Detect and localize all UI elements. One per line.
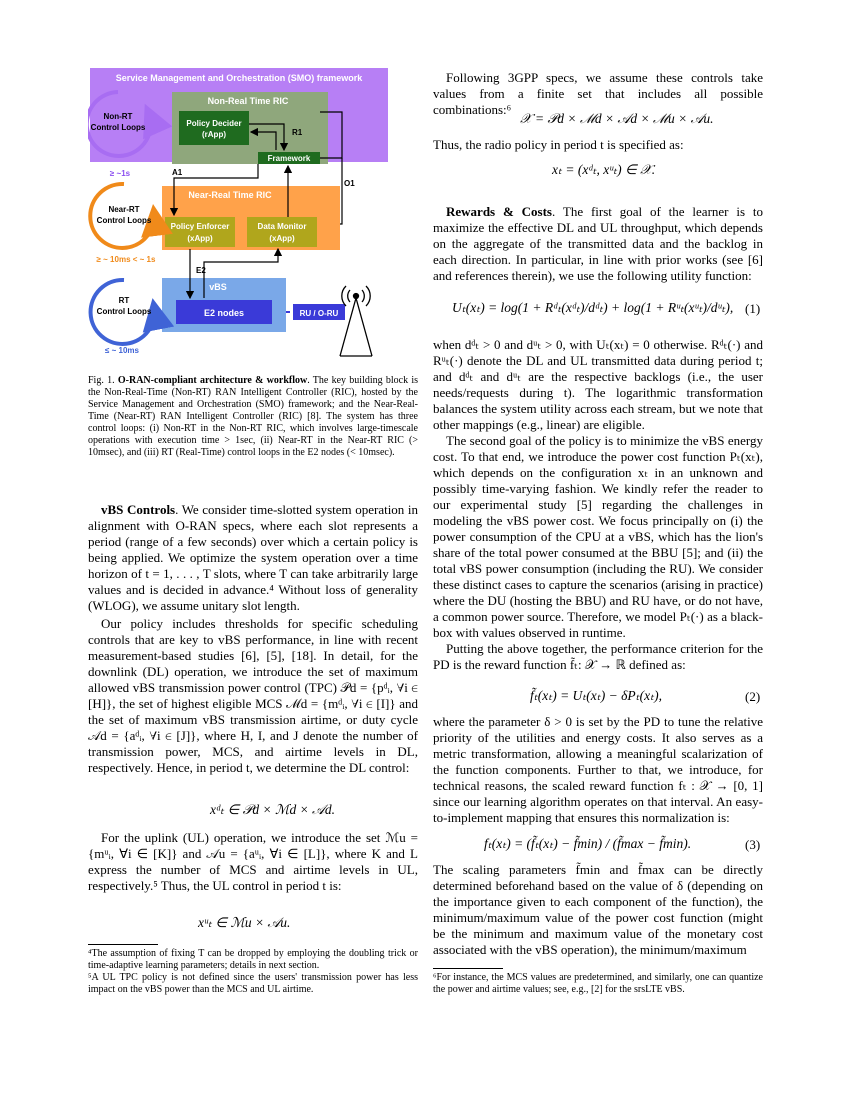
svg-text:Control Loops: Control Loops [96,307,152,316]
equation-1-utility: Uₜ(xₜ) = log(1 + Rᵈₜ(xᵈₜ)/dᵈₜ) + log(1 + Rᵘₜ(xᵘₜ)/dᵘₜ), [452,300,734,315]
nearrt-loops-label: Near-RT [108,205,140,214]
paragraph-scaled-reward: where the parameter δ > 0 is set by the PD to tune the relative priority of the utilities and energy costs. It also serves as a metric transformation, allowing a meaningful scalarization of the function components. Further to that, we introduce, for technical reasons, the scaled reward function fₜ : 𝒳 → [0, 1] since our learning algorithm operates on that interval. An easy-to-implement mapping that ensures this normalization is: [433,714,763,825]
smo-title: Service Management and Orchestration (SMO) framework [115,73,363,83]
rt-loops-label: RT [118,296,130,305]
equation-2-number: (2) [745,689,761,704]
policy-decider-label: Policy Decider [186,119,242,128]
rt-time-label: ≤ ~ 10ms [105,346,139,355]
paragraph-vbs-controls: vBS Controls. We consider time-slotted system operation in alignment with O-RAN specs, where each slot represents a period (range of a few seconds) over which a certain policy is being applied. We optimize the system operation over a time horizon of t = 1, . . . , T slots, where T can take arbitrarily large values and is decided in advance.⁴ Without loss of generality (WLOG), we assume unitary slot length. [88,502,418,613]
footnote-rule-right [433,968,503,969]
antenna-tower-icon [340,286,372,356]
vbs-title: vBS [209,282,227,292]
svg-text:(rApp): (rApp) [202,130,226,139]
svg-text:(xApp): (xApp) [187,234,213,243]
paragraph-rewards: Rewards & Costs. The first goal of the learner is to maximize the effective DL and UL throughput, which depends on the aggregate of the transmitted data and the backlog in each direction. In particular, in line with prior works (see [6] and references therein), we use the following utility function: [433,204,763,283]
r1-label: R1 [292,128,303,137]
nearrt-ric-title: Near-Real Time RIC [188,190,272,200]
equation-3-number: (3) [745,837,761,852]
architecture-figure [88,66,418,362]
footnote-4: ⁴The assumption of fixing T can be dropped by employing the doubling trick or time-adaptive learning parameters; details in next section. [88,948,418,971]
equation-1-number: (1) [745,301,761,316]
equation-radio-policy: xₜ = (xᵈₜ, xᵘₜ) ∈ 𝒳. [552,162,656,177]
o1-label: O1 [344,179,355,188]
nonrt-loops-label: Non-RT [103,112,133,121]
nonrt-ric-title: Non-Real Time RIC [207,96,289,106]
paragraph-utility-def: when dᵈₜ > 0 and dᵘₜ > 0, with Uₜ(xₜ) = 0 otherwise. Rᵈₜ(·) and Rᵘₜ(·) denote the DL and UL transmitted data during period t; and dᵈₜ and dᵘₜ are the respective backlogs (i.e., the user needs/requests during t). The logarithmic transformation balances the system utility across each stream, but we note that other mappings (e.g., linear) are eligible. [433,337,763,432]
nonrt-time-label: ≥ ~1s [109,169,131,178]
policy-enforcer-label: Policy Enforcer [170,222,230,231]
equation-3-scaled: fₜ(xₜ) = (f̃ₜ(xₜ) − f̃min) / (f̃max − f̃min). [484,836,692,851]
equation-action-set: 𝒳 = 𝒫d × ℳd × 𝒜d × ℳu × 𝒜u. [520,111,714,126]
paragraph-reward-function: Putting the above together, the performance criterion for the PD is the reward function f̃ₜ: 𝒳 → ℝ defined as: [433,641,763,672]
paragraph-policy: Our policy includes thresholds for specific scheduling controls that are key to vBS performance, in line with recent measurement-based studies [6], [5], [18]. In detail, for the downlink (DL) operation, we introduce the set of maximum allowed vBS transmission power control (TPC) 𝒫d = {pᵈᵢ, ∀i ∈ [H]}, the set of highest eligible MCS ℳd = {mᵈᵢ, ∀i ∈ [I]} and the set of maximum vBS transmission airtime, or duty cycle 𝒜d = {aᵈᵢ, ∀i ∈ [J]}, where H, I, and J denote the number of transmission power, MCS, and airtime levels in DL, respectively. Hence, in period t, we determine the DL control: [88,616,418,775]
policy-decider-box [179,111,249,145]
paragraph-uplink: For the uplink (UL) operation, we introduce the set ℳu = {mᵘᵢ, ∀i ∈ [K]} and 𝒜u = {aᵘᵢ, ∀i ∈ [L]}, where K and L express the number of MCS and airtime levels in UL, respectively.⁵ Thus, the UL control in period t is: [88,830,418,893]
e2-label: E2 [196,266,206,275]
footnote-rule [88,944,158,945]
nearrt-time-label: ≥ ~ 10ms < ~ 1s [96,255,156,264]
equation-dl-control: xᵈₜ ∈ 𝒫d × ℳd × 𝒜d. [210,802,335,817]
equation-ul-control: xᵘₜ ∈ ℳu × 𝒜u. [198,915,291,930]
footnote-6: ⁶For instance, the MCS values are predetermined, and similarly, one can quantize the power and airtime values; see, e.g., [2] for the srsLTE vBS. [433,972,763,995]
left-footnotes [88,948,418,996]
paragraph-scaling-params: The scaling parameters f̃min and f̃max can be directly determined beforehand based on the value of δ (depending on the importance given to each component of the function), the minimum/maximum value of the power cost function (might be the minimum and maximum value of the monetary cost associated with the vBS operation), the minimum/maximum [433,862,763,957]
svg-text:(xApp): (xApp) [269,234,295,243]
framework-label: Framework [267,154,311,163]
svg-text:Control Loops: Control Loops [96,216,152,225]
left-column-text [88,502,418,776]
svg-text:Control Loops: Control Loops [90,123,146,132]
paragraph-3gpp: Following 3GPP specs, we assume these controls take values from a finite set that includes all possible combinations:⁶ [433,70,763,117]
e2-nodes-label: E2 nodes [203,308,245,318]
ru-label: RU / O-RU [299,309,339,318]
data-monitor-label: Data Monitor [257,222,307,231]
paragraph-power-cost: The second goal of the policy is to minimize the vBS energy cost. To that end, we introduce the power cost function Pₜ(xₜ), which depends on the configuration xₜ in an unknown and possibly time-varying fashion. We kindly refer the reader to our experimental study [5] regarding the challenges in modeling the vBS power cost. We focus principally on (i) the power consumption of the CPU at a vBS, which has the lion's share of the total power consumed at the BBU [5]; and (ii) the total vBS power consumption (including the RU). We consider these distinct cases to capture the scenarios (arising in practice) where the DU (hosting the BBU) and RU have, or do not have, a common power source. Therefore, we model Pₜ(·) as a black-box with values observed in runtime. [433,433,763,640]
paragraph-radio-policy: Thus, the radio policy in period t is specified as: [433,137,684,152]
a1-label: A1 [172,168,183,177]
footnote-5: ⁵A UL TPC policy is not defined since the users' transmission power has less impact on the vBS power than the MCS and UL airtime. [88,972,418,995]
equation-2-reward: f̃ₜ(xₜ) = Uₜ(xₜ) − δPₜ(xₜ), [530,688,662,703]
figure-caption: Fig. 1. O-RAN-compliant architecture & workflow. The key building block is the Non-Real-Time (Non-RT) RAN Intelligent Controller (RIC), hosted by the Service Management and Orchestration (SMO) framework; and the Near-Real-Time (Near-RT) RAN Intelligent Controller (RIC) [8]. The system has three control loops: (i) Non-RT in the Non-RT RIC, which involves large-timescale operations with execution time > 1sec, (ii) Near-RT in the Near-RT RIC (> 10msec), and (iii) RT (Real-Time) control loops in the E2 nodes (< 10msec). [88,375,419,458]
